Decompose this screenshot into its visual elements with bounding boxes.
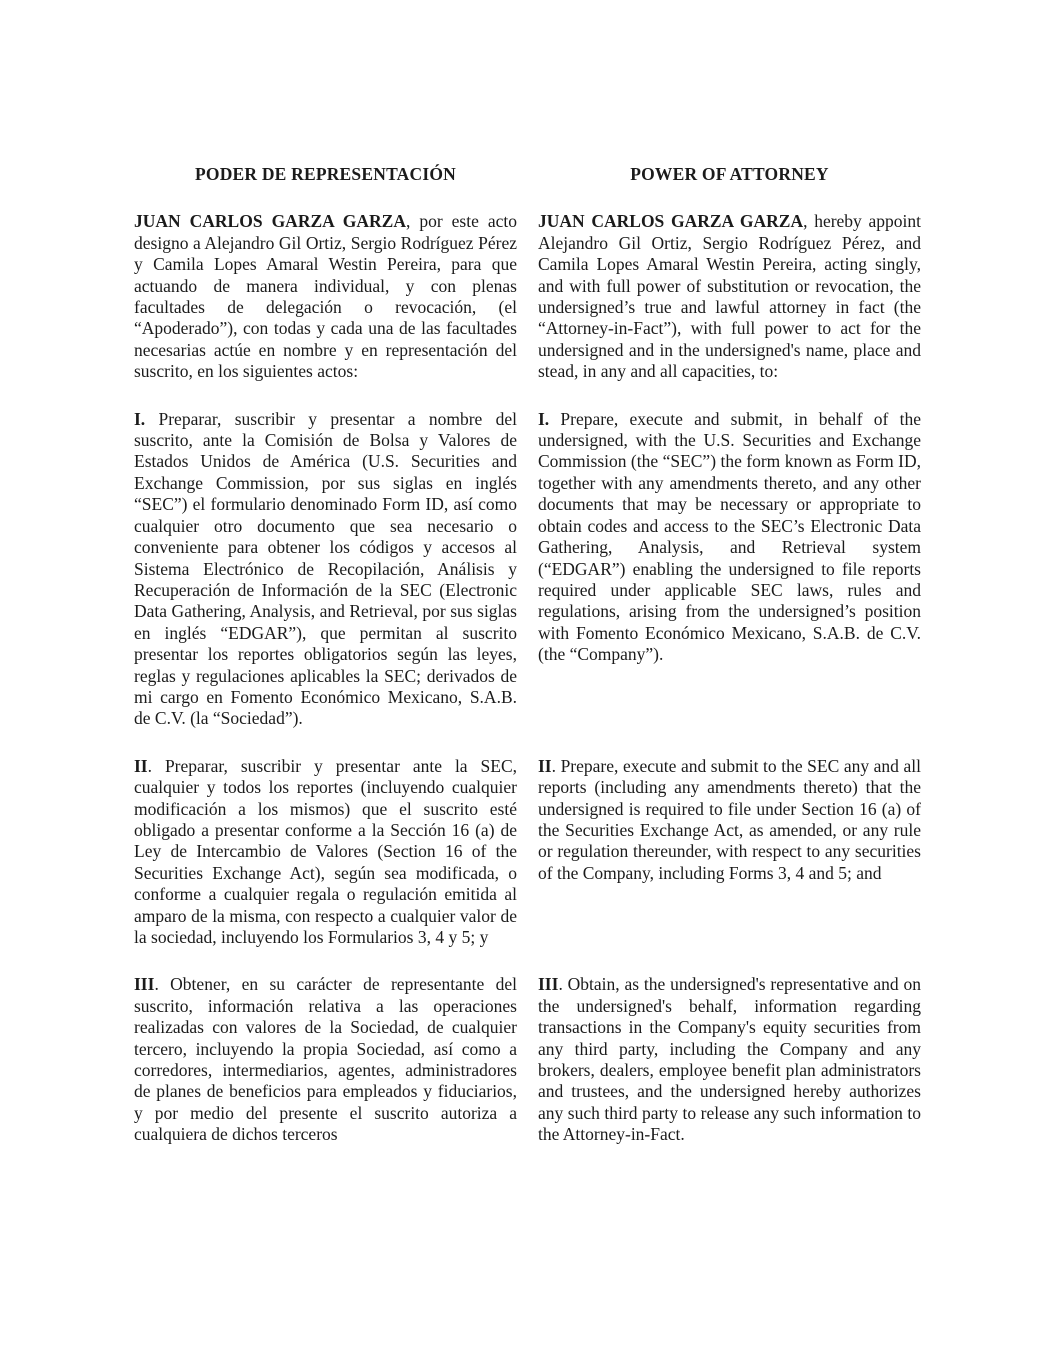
clause-3-row: [134, 974, 921, 1145]
title-english: POWER OF ATTORNEY: [630, 164, 829, 184]
intro-text-es: , por este acto designo a Alejandro Gil Ortiz, Sergio Rodríguez Pérez y Camila Lopes Amaral Westin Pereira, para que actuando de manera individual, y con plenas facultades de delegación o revocación, (el “Apoderado”), con todas y cada una de las facultades necesarias actúe en nombre y en representación del suscrito, en los siguientes actos:: [134, 211, 517, 382]
clause-3-numeral-en: III: [538, 974, 559, 995]
title-spanish: PODER DE REPRESENTACIÓN: [195, 164, 456, 184]
intro-row: [134, 211, 921, 382]
clause-2-numeral-es: II: [134, 755, 148, 776]
clause-2-text-es: . Preparar, suscribir y presentar ante la SEC, cualquier y todos los reportes (incluyendo cualquier modificación a los mismos) que el suscrito esté obligado a presentar conforme a la Sección 16 (a) de Ley de Intercambio de Valores (Section 16 of the Securities Exchange Act), según sea modificada, o conforme a cualquier regala o regulación emitida al amparo de la misma, con respecto a cualquier valor de la sociedad, incluyendo los Formularios 3, 4 y 5; y: [134, 755, 517, 947]
clause-3-text-es: . Obtener, en su carácter de representante del suscrito, información relativa a las operaciones realizadas con valores de la Sociedad, de cualquier tercero, incluyendo la propia Sociedad, así como a corredores, intermediarios, agentes, administradores de planes de beneficios para empleados y fiduciarios, y por medio del presente el suscrito autoriza a cualquiera de dichos terceros: [134, 974, 517, 1145]
bilingual-power-of-attorney: [134, 164, 921, 1172]
intro-paragraph-es: [134, 211, 517, 382]
clause-2-row: [134, 756, 921, 949]
clause-1-numeral-en: I.: [538, 408, 550, 429]
intro-paragraph-en: [538, 211, 921, 382]
clause-1-paragraph-en: [538, 409, 921, 730]
clause-1-numeral-es: I.: [134, 408, 146, 429]
title-row: [134, 164, 921, 185]
clause-2-text-en: . Prepare, execute and submit to the SEC any and all reports (including any amendments thereto) that the undersigned is required to file under Section 16 (a) of the Securities Exchange Act, as amended, or any rule or regulation thereunder, with respect to any securities of the Company, including Forms 3, 4 and 5; and: [538, 755, 921, 883]
grantor-name-en: JUAN CARLOS GARZA GARZA: [538, 211, 804, 232]
clause-3-paragraph-es: [134, 974, 517, 1145]
intro-text-en: , hereby appoint Alejandro Gil Ortiz, Sergio Rodríguez Pérez, and Camila Lopes Amaral Westin Pereira, acting singly, and with full power of substitution or revocation, the undersigned’s true and lawful attorney in fact (the “Attorney-in-Fact”), with full power to act for the undersigned and in the undersigned's name, place and stead, in any and all capacities, to:: [538, 211, 921, 382]
clause-2-numeral-en: II: [538, 755, 552, 776]
clause-2-paragraph-en: [538, 756, 921, 949]
clause-3-numeral-es: III: [134, 974, 155, 995]
clause-3-text-en: . Obtain, as the undersigned's representative and on the undersigned's behalf, information regarding transactions in the Company's equity securities from any third party, including the Company and any brokers, dealers, employee benefit plan administrators and trustees, and the undersigned hereby authorizes any such third party to release any such information to the Attorney-in-Fact.: [538, 974, 921, 1145]
clause-1-text-en: Prepare, execute and submit, in behalf of the undersigned, with the U.S. Securities and Exchange Commission (the “SEC”) the form known as Form ID, together with any amendments thereto, and any other documents that may be necessary or appropriate to obtain codes and access to the SEC’s Electronic Data Gathering, Analysis, and Retrieval system (“EDGAR”) enabling the undersigned to file reports required under applicable SEC laws, rules and regulations, arising from the undersigned’s position with Fomento Económico Mexicano, S.A.B. de C.V. (the “Company”).: [538, 408, 921, 665]
clause-2-paragraph-es: [134, 756, 517, 949]
clause-1-paragraph-es: [134, 409, 517, 730]
clause-1-row: [134, 409, 921, 730]
grantor-name-es: JUAN CARLOS GARZA GARZA: [134, 211, 406, 232]
clause-1-text-es: Preparar, suscribir y presentar a nombre del suscrito, ante la Comisión de Bolsa y Valores de Estados Unidos de América (U.S. Securities and Exchange Commission, por sus siglas en inglés “SEC”) el formulario denominado Form ID, así como cualquier otro documento que sea necesario o conveniente para obtener los códigos y accesos al Sistema Electrónico de Recopilación, Análisis y Recuperación de Información de la SEC (Electronic Data Gathering, Analysis, and Retrieval, por sus siglas en inglés “EDGAR”), que permitan al suscrito presentar los reportes obligatorios según las leyes, reglas y regulaciones aplicables la SEC; derivados de mi cargo en Fomento Económico Mexicano, S.A.B. de C.V. (la “Sociedad”).: [134, 408, 517, 729]
clause-3-paragraph-en: [538, 974, 921, 1145]
